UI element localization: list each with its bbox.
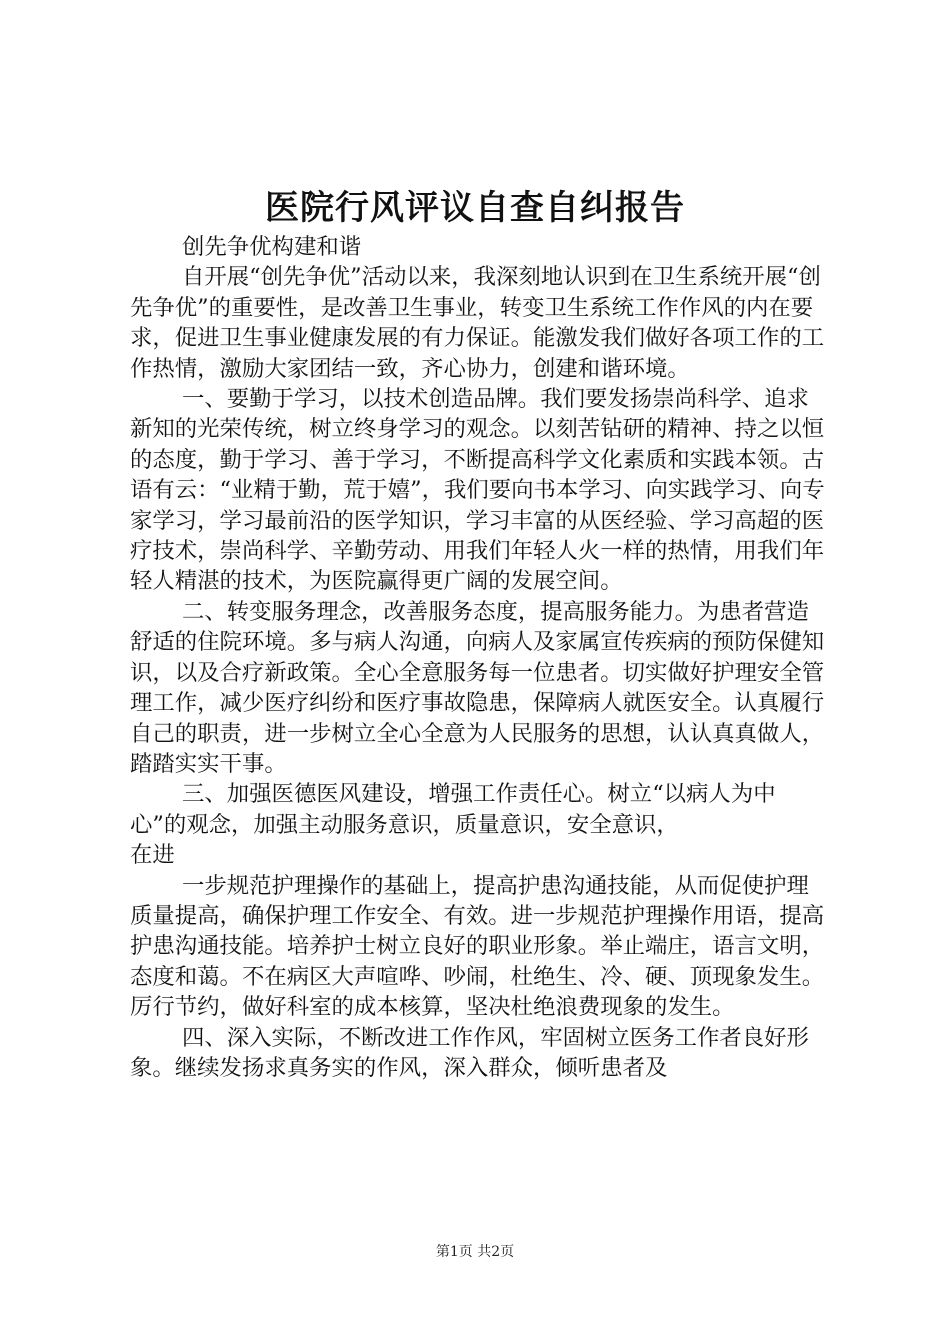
paragraph-section-3-fragment: 在进 — [130, 842, 175, 869]
page-footer: 第1页 共2页 — [435, 1244, 515, 1260]
paragraph-section-4: 四、深入实际，不断改进工作作风，牢固树立医务工作者良好形象。继续发扬求真务实的作风，深入群众，倾听患者及 — [130, 1024, 809, 1081]
paragraph-section-1: 一、要勤于学习，以技术创造品牌。我们要发扬崇尚科学、追求新知的光荣传统，树立终身学习的观念。以刻苦钻研的精神、持之以恒的态度，勤于学习、善于学习，不断提高科学文化素质和实践本领。古语有云：“业精于勤，荒于嬉”，我们要向书本学习、向实践学习、向专家学习，学习最前沿的医学知识，学习丰富的从医经验、学习高超的医疗技术，崇尚科学、辛勤劳动、用我们年轻人火一样的热情，用我们年轻人精湛的技术，为医院赢得更广阔的发展空间。 — [130, 386, 825, 595]
document-title: 医院行风评议自查自纠报告 — [265, 188, 685, 228]
paragraph-section-3: 三、加强医德医风建设，增强工作责任心。树立“以病人为中心”的观念，加强主动服务意识，质量意识，安全意识， — [130, 781, 776, 838]
paragraph-intro: 自开展“创先争优”活动以来，我深刻地认识到在卫生系统开展“创先争优”的重要性，是改善卫生事业，转变卫生系统工作作风的内在要求，促进卫生事业健康发展的有力保证。能激发我们做好各项工作的工作热情，激励大家团结一致，齐心协力，创建和谐环境。 — [130, 264, 825, 382]
paragraph-section-2: 二、转变服务理念，改善服务态度，提高服务能力。为患者营造舒适的住院环境。多与病人沟通，向病人及家属宣传疾病的预防保健知识，以及合疗新政策。全心全意服务每一位患者。切实做好护理安全管理工作，减少医疗纠纷和医疗事故隐患，保障病人就医安全。认真履行自己的职责，进一步树立全心全意为人民服务的思想，认认真真做人，踏踏实实干事。 — [130, 598, 825, 777]
paragraph-section-3-continued: 一步规范护理操作的基础上，提高护患沟通技能，从而促使护理质量提高，确保护理工作安全、有效。进一步规范护理操作用语，提高护患沟通技能。培养护士树立良好的职业形象。举止端庄，语言文明，态度和蔼。不在病区大声喧哗、吵闹，杜绝生、冷、硬、顶现象发生。厉行节约，做好科室的成本核算，坚决杜绝浪费现象的发生。 — [130, 872, 825, 1021]
document-body — [130, 232, 830, 1083]
paragraph-subtitle: 创先争优构建和谐 — [182, 234, 362, 260]
